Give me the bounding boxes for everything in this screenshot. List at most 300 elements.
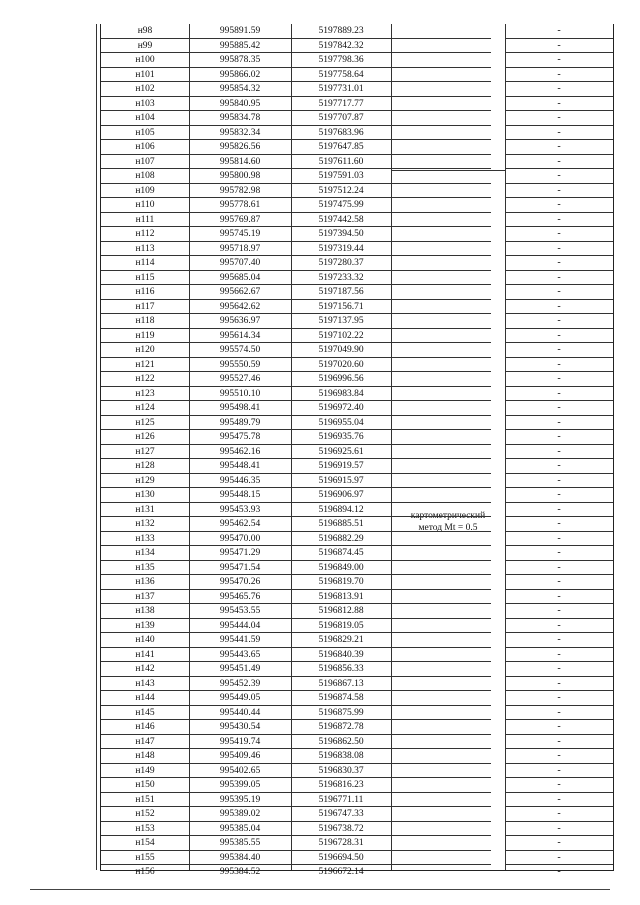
dash-value: - [557, 387, 561, 399]
dash-cell [505, 793, 613, 808]
dash-value: - [557, 242, 561, 254]
dash-value: - [557, 503, 561, 515]
table-row [101, 590, 491, 605]
dash-value: - [557, 634, 561, 645]
point-cell: н124 [135, 403, 155, 413]
table-row [101, 503, 491, 518]
dash-cell [505, 140, 613, 155]
point-cell: н139 [135, 620, 155, 631]
y-cell: 5196925.61 [318, 446, 364, 457]
table-row [101, 720, 491, 735]
table-row [101, 24, 491, 39]
dash-cell [505, 865, 613, 880]
y-cell: 5197102.22 [318, 330, 364, 341]
dash-value: - [557, 54, 561, 65]
x-cell: 995440.44 [219, 707, 261, 718]
dash-cell [505, 691, 613, 706]
x-cell: 995685.04 [219, 272, 261, 283]
point-cell: н151 [135, 794, 155, 805]
x-cell: 995385.55 [219, 838, 261, 848]
dash-value: - [557, 866, 561, 877]
table-row [101, 517, 491, 532]
dash-value: - [557, 518, 561, 529]
x-cell: 995745.19 [219, 229, 261, 239]
y-cell: 5197442.58 [318, 214, 364, 225]
y-cell: 5197156.71 [318, 301, 364, 312]
table-row [101, 97, 491, 112]
x-cell: 995384.52 [219, 867, 261, 877]
dash-value: - [557, 663, 561, 674]
point-cell: н154 [135, 838, 155, 848]
dash-value: - [557, 184, 561, 196]
dash-cell [505, 778, 613, 793]
table-row [101, 126, 491, 141]
dash-cell [505, 503, 613, 518]
y-cell: 5197758.64 [318, 69, 364, 80]
table-row [101, 387, 491, 402]
point-cell: н127 [135, 446, 155, 457]
dash-cell [505, 836, 613, 851]
y-cell: 5196838.08 [318, 751, 364, 761]
table-row [101, 459, 491, 474]
table-row [101, 749, 491, 764]
dash-value: - [557, 677, 561, 689]
x-cell: 995448.41 [219, 461, 261, 471]
table-row [101, 561, 491, 576]
dash-value: - [557, 271, 561, 283]
table-row [101, 68, 491, 83]
y-cell: 5196819.70 [318, 577, 364, 587]
x-cell: 995866.02 [219, 69, 261, 80]
dash-cell [505, 517, 613, 532]
point-cell: н108 [135, 171, 155, 181]
y-cell: 5196882.29 [318, 533, 364, 544]
table-row [101, 256, 491, 271]
dash-value: - [557, 170, 561, 181]
point-cell: н107 [135, 156, 155, 167]
dash-cell [505, 749, 613, 764]
table-row [101, 140, 491, 155]
point-cell: н126 [135, 432, 155, 442]
x-cell: 995470.00 [219, 533, 261, 544]
point-cell: н135 [135, 562, 155, 573]
x-cell: 995769.87 [219, 214, 261, 225]
table-row [101, 793, 491, 808]
y-cell: 5196849.00 [318, 562, 364, 573]
dash-cell [505, 24, 613, 39]
table-row [101, 706, 491, 721]
point-cell: н117 [135, 301, 155, 312]
point-cell: н134 [135, 548, 155, 558]
dash-value: - [557, 561, 561, 573]
dash-cell [505, 155, 613, 170]
footer-rule [30, 889, 610, 890]
dash-value: - [557, 373, 561, 384]
point-cell: н114 [135, 258, 155, 268]
point-cell: н136 [135, 577, 155, 587]
table-row [101, 865, 491, 880]
dash-cell [505, 662, 613, 677]
point-cell: н122 [135, 374, 155, 384]
table-row [101, 271, 491, 286]
dash-cell [505, 358, 613, 373]
dash-cell [505, 430, 613, 445]
point-cell: н101 [135, 69, 155, 80]
point-cell: н143 [135, 678, 155, 689]
y-cell: 5196872.78 [318, 722, 364, 732]
coordinates-table [100, 24, 614, 877]
table-row [101, 764, 491, 779]
dash-value: - [557, 431, 561, 442]
dash-value: - [557, 329, 561, 341]
dash-value: - [557, 750, 561, 761]
y-cell: 5197233.32 [318, 272, 364, 283]
y-cell: 5196915.97 [318, 475, 364, 486]
point-cell: н105 [135, 127, 155, 138]
dash-cell [505, 532, 613, 547]
dash-cell [505, 126, 613, 141]
y-cell: 5196771.11 [318, 794, 364, 805]
dash-cell [505, 111, 613, 126]
point-cell: н149 [135, 765, 155, 776]
x-cell: 995451.49 [219, 664, 261, 674]
y-cell: 5197319.44 [318, 243, 364, 254]
dash-value: - [557, 764, 561, 776]
table-row [101, 285, 491, 300]
dash-value: - [557, 344, 561, 355]
dash-value: - [557, 532, 561, 544]
table-row [101, 169, 491, 184]
dash-cell [505, 184, 613, 199]
dash-value: - [557, 228, 561, 239]
x-cell: 995453.55 [219, 606, 261, 616]
dash-cell [505, 416, 613, 431]
x-cell: 995718.97 [219, 243, 261, 254]
table-row [101, 851, 491, 866]
x-cell: 995402.65 [219, 765, 261, 776]
y-cell: 5197683.96 [318, 127, 364, 138]
y-cell: 5196728.31 [318, 838, 364, 848]
dash-cell [505, 242, 613, 257]
table-row [101, 343, 491, 358]
x-cell: 995448.15 [219, 490, 261, 500]
dash-cell [505, 198, 613, 213]
table-row [101, 184, 491, 199]
point-cell: н156 [135, 867, 155, 877]
table-outer-border [96, 24, 97, 870]
method-line-2: метод Mt = 0.5 [418, 523, 478, 533]
point-cell: н99 [137, 40, 153, 51]
dash-value: - [557, 126, 561, 138]
dash-value: - [557, 141, 561, 152]
y-cell: 5197137.95 [318, 316, 364, 326]
y-cell: 5197842.32 [318, 40, 364, 51]
table-row [101, 242, 491, 257]
dash-value: - [557, 358, 561, 370]
x-cell: 995510.10 [219, 388, 261, 399]
x-cell: 995453.93 [219, 504, 261, 515]
y-cell: 5196672.14 [318, 867, 364, 877]
point-cell: н137 [135, 591, 155, 602]
table-row [101, 691, 491, 706]
point-cell: н121 [135, 359, 155, 370]
point-cell: н102 [135, 84, 155, 94]
point-cell: н142 [135, 664, 155, 674]
point-cell: н103 [135, 98, 155, 109]
point-cell: н144 [135, 693, 155, 703]
y-cell: 5196856.33 [318, 664, 364, 674]
x-cell: 995840.95 [219, 98, 261, 109]
dash-cell [505, 401, 613, 416]
x-cell: 995891.59 [219, 26, 261, 36]
y-cell: 5196935.76 [318, 432, 364, 442]
dash-cell [505, 575, 613, 590]
table-row [101, 53, 491, 68]
x-cell: 995636.97 [219, 316, 261, 326]
table-row [101, 648, 491, 663]
point-cell: н132 [135, 519, 155, 529]
x-cell: 995471.54 [219, 562, 261, 573]
dash-cell [505, 633, 613, 648]
dash-value: - [557, 590, 561, 602]
y-cell: 5196829.21 [318, 635, 364, 645]
y-cell: 5197049.90 [318, 345, 364, 355]
table-row [101, 82, 491, 97]
point-cell: н152 [135, 809, 155, 819]
x-cell: 995419.74 [219, 736, 261, 747]
dash-cell [505, 459, 613, 474]
dash-cell [505, 39, 613, 54]
x-cell: 995409.46 [219, 751, 261, 761]
table-row [101, 575, 491, 590]
dash-value: - [557, 97, 561, 109]
x-cell: 995527.46 [219, 374, 261, 384]
point-cell: н145 [135, 707, 155, 718]
dash-cell [505, 169, 613, 184]
dash-cell [505, 227, 613, 242]
dash-value: - [557, 474, 561, 486]
dash-value: - [557, 648, 561, 660]
y-cell: 5196955.04 [318, 417, 364, 428]
point-cell: н111 [135, 214, 155, 225]
point-cell: н131 [135, 504, 155, 515]
x-cell: 995778.61 [219, 200, 261, 210]
dash-cell [505, 648, 613, 663]
y-cell: 5196867.13 [318, 678, 364, 689]
y-cell: 5196812.88 [318, 606, 364, 616]
y-cell: 5196996.56 [318, 374, 364, 384]
y-cell: 5197591.03 [318, 171, 364, 181]
dash-value: - [557, 199, 561, 210]
y-cell: 5197280.37 [318, 258, 364, 268]
table-row [101, 358, 491, 373]
y-cell: 5196830.37 [318, 765, 364, 776]
dash-value: - [557, 837, 561, 848]
dash-cell [505, 271, 613, 286]
y-cell: 5196972.40 [318, 403, 364, 413]
table-row [101, 300, 491, 315]
dash-cell [505, 807, 613, 822]
dash-cell [505, 256, 613, 271]
y-cell: 5196862.50 [318, 736, 364, 747]
dash-value: - [557, 692, 561, 703]
y-cell: 5196694.50 [318, 852, 364, 863]
table-row [101, 532, 491, 547]
dash-value: - [557, 721, 561, 732]
dash-cell [505, 285, 613, 300]
dash-value: - [557, 808, 561, 819]
point-cell: н147 [135, 736, 155, 747]
y-cell: 5196747.33 [318, 809, 364, 819]
y-cell: 5196894.12 [318, 504, 364, 515]
dash-cell [505, 619, 613, 634]
table-row [101, 416, 491, 431]
dash-value: - [557, 402, 561, 413]
dash-cell [505, 97, 613, 112]
y-cell: 5197475.99 [318, 200, 364, 210]
dash-cell [505, 68, 613, 83]
dash-value: - [557, 445, 561, 457]
x-cell: 995662.67 [219, 287, 261, 297]
dash-value: - [557, 735, 561, 747]
point-cell: н113 [135, 243, 155, 254]
dash-cell [505, 82, 613, 97]
y-cell: 5197187.56 [318, 287, 364, 297]
dash-cell [505, 329, 613, 344]
y-cell: 5196819.05 [318, 620, 364, 631]
y-cell: 5196816.23 [318, 780, 364, 790]
table-row [101, 401, 491, 416]
x-cell: 995471.29 [219, 548, 261, 558]
dash-cell [505, 300, 613, 315]
x-cell: 995444.04 [219, 620, 261, 631]
point-cell: н155 [135, 852, 155, 863]
point-cell: н109 [135, 185, 155, 196]
dash-value: - [557, 779, 561, 790]
point-cell: н104 [135, 113, 155, 123]
point-cell: н150 [135, 780, 155, 790]
dash-value: - [557, 416, 561, 428]
table-row [101, 778, 491, 793]
table-row [101, 213, 491, 228]
dash-value: - [557, 213, 561, 225]
table-row [101, 329, 491, 344]
dash-value: - [557, 39, 561, 51]
x-cell: 995443.65 [219, 649, 261, 660]
point-cell: н133 [135, 533, 155, 544]
x-cell: 995707.40 [219, 258, 261, 268]
x-cell: 995462.16 [219, 446, 261, 457]
point-cell: н116 [135, 287, 155, 297]
table-row [101, 604, 491, 619]
dash-cell [505, 720, 613, 735]
y-cell: 5196885.51 [318, 519, 364, 529]
x-cell: 995475.78 [219, 432, 261, 442]
dash-value: - [557, 83, 561, 94]
point-cell: н98 [137, 26, 153, 36]
x-cell: 995385.04 [219, 823, 261, 834]
x-cell: 995642.62 [219, 301, 261, 312]
dash-value: - [557, 619, 561, 631]
dash-cell [505, 445, 613, 460]
y-cell: 5197889.23 [318, 26, 364, 36]
table-row [101, 546, 491, 561]
x-cell: 995498.41 [219, 403, 261, 413]
y-cell: 5197731.01 [318, 84, 364, 94]
point-cell: н106 [135, 142, 155, 152]
x-cell: 995399.05 [219, 780, 261, 790]
dash-cell [505, 851, 613, 866]
x-cell: 995854.32 [219, 84, 261, 94]
point-cell: н140 [135, 635, 155, 645]
y-cell: 5197798.36 [318, 55, 364, 65]
dash-cell [505, 474, 613, 489]
dash-value: - [557, 315, 561, 326]
point-cell: н115 [135, 272, 155, 283]
table-row [101, 198, 491, 213]
dash-cell [505, 590, 613, 605]
dash-value: - [557, 489, 561, 500]
dash-cell [505, 677, 613, 692]
x-cell: 995465.76 [219, 591, 261, 602]
x-cell: 995614.34 [219, 330, 261, 341]
dash-value: - [557, 25, 561, 36]
point-cell: н125 [135, 417, 155, 428]
y-cell: 5196738.72 [318, 823, 364, 834]
dash-cell [505, 387, 613, 402]
x-cell: 995462.54 [219, 519, 261, 529]
point-cell: н129 [135, 475, 155, 486]
dash-value: - [557, 257, 561, 268]
table-row [101, 227, 491, 242]
table-row [101, 155, 491, 170]
x-cell: 995885.42 [219, 40, 261, 51]
dash-value: - [557, 547, 561, 558]
table-row [101, 619, 491, 634]
x-cell: 995489.79 [219, 417, 261, 428]
table-row [101, 735, 491, 750]
point-cell: н128 [135, 461, 155, 471]
y-cell: 5197717.77 [318, 98, 364, 109]
dash-value: - [557, 576, 561, 587]
dash-cell [505, 561, 613, 576]
table-row [101, 836, 491, 851]
point-cell: н153 [135, 823, 155, 834]
table-row [101, 822, 491, 837]
y-cell: 5196875.99 [318, 707, 364, 718]
y-cell: 5197707.87 [318, 113, 364, 123]
point-cell: н146 [135, 722, 155, 732]
dash-cell [505, 213, 613, 228]
y-cell: 5197512.24 [318, 185, 364, 196]
table-row [101, 372, 491, 387]
dash-cell [505, 343, 613, 358]
y-cell: 5197020.60 [318, 359, 364, 370]
dash-value: - [557, 300, 561, 312]
dash-value: - [557, 68, 561, 80]
point-cell: н120 [135, 345, 155, 355]
table-row [101, 677, 491, 692]
y-cell: 5196840.39 [318, 649, 364, 660]
dash-value: - [557, 460, 561, 471]
table-row [101, 662, 491, 677]
x-cell: 995430.54 [219, 722, 261, 732]
dash-cell [505, 314, 613, 329]
point-cell: н130 [135, 490, 155, 500]
y-cell: 5196919.57 [318, 461, 364, 471]
dash-cell [505, 822, 613, 837]
x-cell: 995826.56 [219, 142, 261, 152]
